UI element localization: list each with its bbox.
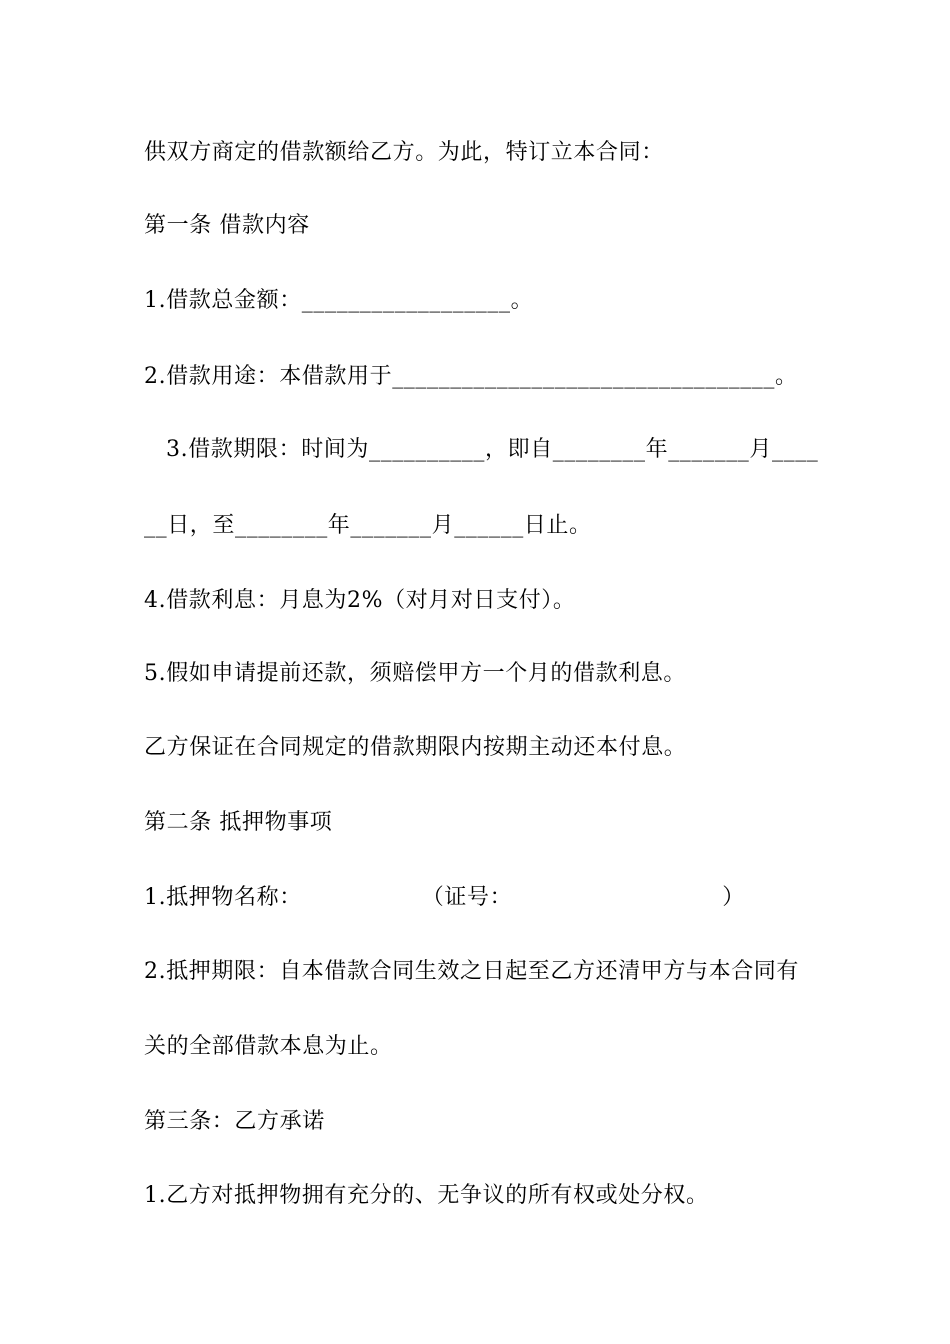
collateral-name-label: 1.抵押物名称： [144, 885, 302, 910]
clause-collateral-term: 2.抵押期限：自本借款合同生效之日起至乙方还清甲方与本合同有 [144, 959, 799, 984]
clause-early-repayment: 5.假如申请提前还款，须赔偿甲方一个月的借款利息。 [144, 661, 686, 686]
clause-collateral-term-cont: 关的全部借款本息为止。 [144, 1034, 393, 1059]
clause-loan-term-cont: __日，至________年_______月______日止。 [144, 513, 592, 538]
collateral-cert-close: ） [722, 885, 745, 910]
clause-ownership: 1.乙方对抵押物拥有充分的、无争议的所有权或处分权。 [144, 1183, 709, 1208]
clause-loan-term: 3.借款期限：时间为__________，即自________年_______月____ [166, 437, 819, 462]
clause-loan-purpose: 2.借款用途：本借款用于_________________________________。 [144, 364, 798, 389]
clause-loan-amount: 1.借款总金额：__________________。 [144, 288, 534, 313]
clause-loan-interest: 4.借款利息：月息为2%（对月对日支付）。 [144, 588, 576, 613]
heading-article-2: 第二条 抵押物事项 [144, 810, 333, 835]
paragraph-repayment-guarantee: 乙方保证在合同规定的借款期限内按期主动还本付息。 [144, 735, 687, 760]
clause-collateral-name [144, 885, 745, 911]
heading-article-1: 第一条 借款内容 [144, 213, 310, 238]
collateral-cert-open: （证号： [421, 885, 513, 910]
paragraph-intro: 供双方商定的借款额给乙方。为此，特订立本合同： [144, 140, 664, 165]
heading-article-3: 第三条：乙方承诺 [144, 1109, 325, 1134]
